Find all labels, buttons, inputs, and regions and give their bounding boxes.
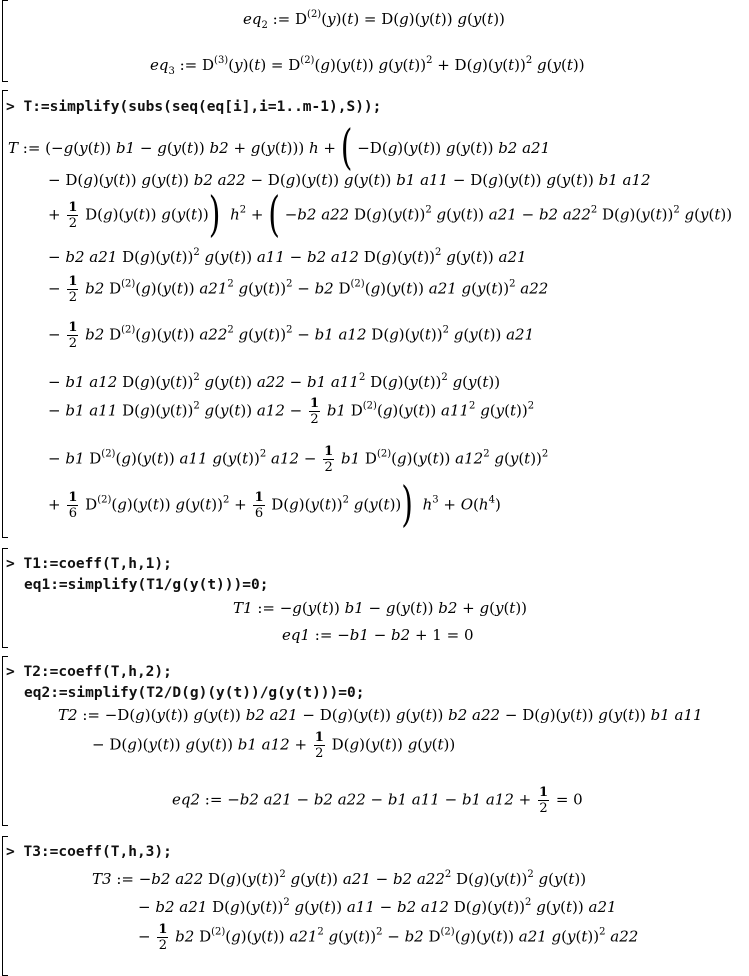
input-eq1-simplify[interactable]: eq1:=simplify(T1/g(y(t)))=0;	[24, 577, 269, 593]
input-eq2-simplify[interactable]: eq2:=simplify(T2/D(g)(y(t))/g(y(t)))=0;	[24, 685, 365, 701]
output-T-line9: − b1 $D^{(2)}(g)(y(t))$ a11 $g(y(t))^2$ a12 − $\frac{1}{2}$ b1 $D^{(2)}(g)(y(t))$ $a12^2$ $g(y(t))^2$	[48, 444, 549, 475]
group-bracket	[2, 0, 3, 82]
output-T-line6: − $\frac{1}{2}$ b2 $D^{(2)}(g)(y(t))$ $a22^2$ $g(y(t))^2 - b1$ a12 $D(g)(y(t))^2$ g(y(t)) a21	[48, 320, 535, 351]
output-T3-line2: − b2 a21 $D(g)(y(t))^2$ g(y(t)) a11 − b2 a12 $D(g)(y(t))^2$ g(y(t)) a21	[138, 897, 617, 916]
input-T3-coeff[interactable]: > T3:=coeff(T,h,3);	[6, 844, 172, 860]
input-T-simplify[interactable]: > T:=simplify(subs(seq(eq[i],i=1..m-1),S));	[6, 99, 382, 115]
output-T-line5: − $\frac{1}{2}$ b2 $D^{(2)}(g)(y(t))$ $a21^2$ $g(y(t))^2 - b2$ $D^{(2)}(g)(y(t))$ a21 $g(y(t))^2$ a22	[48, 274, 549, 305]
output-eq1: eq1 := −b1 − b2 + 1 = 0	[282, 626, 474, 644]
output-T2-line1: T2 := −D(g)(y(t)) g(y(t)) b2 a21 − D(g)(y(t)) g(y(t)) b2 a22 − D(g)(y(t)) g(y(t)) b1 a11	[58, 706, 703, 724]
output-T-line7: − b1 a12 $D(g)(y(t))^2$ g(y(t)) a22 − b1 $a11^2$ $D(g)(y(t))^2$ g(y(t))	[48, 372, 501, 391]
output-eq3: $eq_3$ := $D^{(3)}(y)(t) = D^{(2)}(g)(y(t)) g(y(t))^2 + D(g)(y(t))^2$ g(y(t))	[150, 55, 585, 77]
output-T-line8: − b1 a11 $D(g)(y(t))^2$ g(y(t)) a12 − $\frac{1}{2}$ b1 $D^{(2)}(g)(y(t))$ $a11^2$ $g(y(t))^2$	[48, 396, 535, 427]
group-bracket	[2, 548, 3, 648]
output-T-line3: + $\frac{1}{2}$ D(g)(y(t)) g(y(t))) $h^2$ + ( −b2 a22 $D(g)(y(t))^2$ g(y(t)) a21 − b2 $a22^2$ $D(g)(y(t))^2$ g(y(t))	[48, 186, 733, 243]
group-bracket	[2, 836, 3, 976]
output-T1: T1 := −g(y(t)) b1 − g(y(t)) b2 + g(y(t))	[233, 599, 528, 617]
output-eq2: $eq_2$ := $D^{(2)}(y)(t) = D(g)(y(t))$ g(y(t))	[243, 9, 505, 31]
group-bracket	[2, 90, 3, 538]
output-T3-line1: T3 := −b2 a22 $D(g)(y(t))^2$ g(y(t)) a21 − b2 $a22^2$ $D(g)(y(t))^2$ g(y(t))	[92, 869, 587, 888]
input-T1-coeff[interactable]: > T1:=coeff(T,h,1);	[6, 556, 172, 572]
output-T-line10: + $\frac{1}{6}$ $D^{(2)}(g)(y(t)) g(y(t))^2$ + $\frac{1}{6}$ $D(g)(y(t))^2$ g(y(t))) $h^3 + O(h^4)$	[48, 476, 501, 533]
output-T2-line2: − D(g)(y(t)) g(y(t)) b1 a12 + $\frac{1}{2}$ D(g)(y(t)) g(y(t))	[92, 730, 456, 761]
output-T-line2: − D(g)(y(t)) g(y(t)) b2 a22 − D(g)(y(t)) g(y(t)) b1 a11 − D(g)(y(t)) g(y(t)) b1 a12	[48, 171, 651, 189]
output-T-line4: − b2 a21 $D(g)(y(t))^2$ g(y(t)) a11 − b2 a12 $D(g)(y(t))^2$ g(y(t)) a21	[48, 247, 527, 266]
output-eq2: eq2 := −b2 a21 − b2 a22 − b1 a11 − b1 a12 + $\frac{1}{2}$ = 0	[172, 785, 583, 816]
output-T3-line3: − $\frac{1}{2}$ b2 $D^{(2)}(g)(y(t))$ $a21^2$ $g(y(t))^2 - b2$ $D^{(2)}(g)(y(t))$ a21 $g(y(t))^2$ a22	[138, 922, 639, 953]
output-T-line1: T := (−g(y(t)) b1 − g(y(t)) b2 + g(y(t))) h + ( −D(g)(y(t)) g(y(t)) b2 a21	[8, 120, 551, 177]
group-bracket	[2, 656, 3, 826]
input-T2-coeff[interactable]: > T2:=coeff(T,h,2);	[6, 664, 172, 680]
